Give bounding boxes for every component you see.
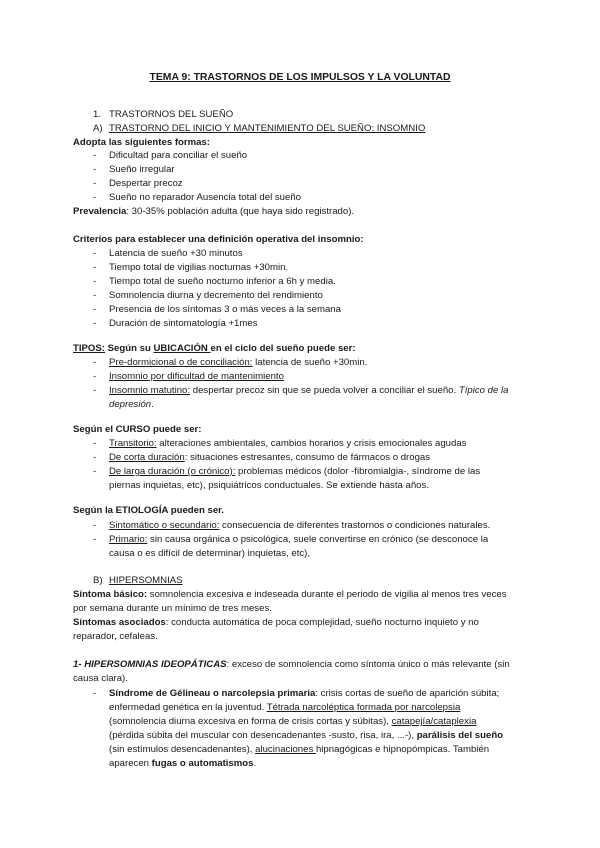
page-title: TEMA 9: TRASTORNOS DE LOS IMPULSOS Y LA VOLUNTAD (149, 72, 451, 83)
bullet-dash: - (93, 438, 97, 449)
bullet-dash: - (93, 276, 97, 287)
subsection-heading: HIPERSOMNIAS (109, 575, 183, 586)
basic-symptom-label: Síntoma básico: (73, 589, 148, 600)
text: aparecen (109, 758, 152, 769)
gelineau-label: Síndrome de Gélineau o narcolepsia primaria (109, 688, 316, 699)
list-item: Sueño irregular (109, 164, 175, 175)
list-item: Latencia de sueño +30 minutos (109, 248, 243, 259)
list-item (109, 534, 488, 546)
period: . (253, 758, 257, 769)
bullet-dash: - (93, 290, 97, 301)
basic-symptom-line (73, 589, 507, 601)
term: Sintomático o secundario: (109, 520, 220, 531)
term: Transitorio: (109, 438, 157, 449)
gelineau-line (109, 688, 499, 700)
term: De corta duración (109, 452, 185, 463)
bullet-dash: - (93, 304, 97, 315)
list-item (109, 438, 466, 450)
assoc-symptom-label: Síntomas asociados (73, 617, 166, 628)
definition: alteraciones ambientales, cambios horarios y crisis emocionales agudas (156, 438, 467, 449)
gelineau-continuation (109, 744, 489, 756)
prevalence-line (73, 206, 354, 218)
bullet-dash: - (93, 534, 97, 545)
assoc-symptom-text: : conducta automática de poca complejidad, sueño nocturno inquieto y no (165, 617, 479, 628)
gelineau-continuation (109, 702, 460, 714)
forms-heading: Adopta las siguientes formas: (73, 137, 211, 148)
assoc-symptom-continuation: reparador, cefaleas. (73, 631, 158, 642)
definition: sin causa orgánica o psicológica, suele convertirse en crónico (se desconoce la (147, 534, 489, 545)
gelineau-text: : crisis cortas de sueño de aparición súbita; (315, 688, 500, 699)
term: De larga duración (o crónico): (109, 466, 236, 477)
underlined-term: catapejía/cataplexia (391, 716, 477, 727)
gelineau-continuation (109, 730, 503, 742)
list-item: Tiempo total de sueño nocturno inferior a 6h y media. (109, 276, 336, 287)
bullet-dash: - (93, 262, 97, 273)
bold-term: fugas o automatismos (151, 758, 254, 769)
bullet-dash: - (93, 178, 97, 189)
basic-symptom-text: somnolencia excesiva e indeseada durante el periodo de vigilia al menos tres veces (147, 589, 507, 600)
list-item (109, 466, 480, 478)
period: . (151, 399, 154, 410)
list-item: Duración de sintomatología +1mes (109, 318, 258, 329)
term: Pre-dormicional o de conciliación: (109, 357, 253, 368)
list-item-continuation (109, 399, 154, 411)
basic-symptom-continuation: por semana durante un mínimo de tres meses. (73, 603, 272, 614)
definition: : situaciones estresantes, consumo de fármacos o drogas (184, 452, 431, 463)
criteria-heading: Criterios para establecer una definición operativa del insomnio: (73, 234, 364, 245)
italic-note: Típico de la (458, 385, 509, 396)
bullet-dash: - (93, 318, 97, 329)
list-item-continuation: causa o es difícil de determinar) inquietas, etc), (109, 548, 311, 559)
text: (somnolencia diurna excesiva en forma de crisis cortas y súbitas), (109, 716, 392, 727)
definition: consecuencia de diferentes trastornos o condiciones naturales. (219, 520, 491, 531)
text: hipnagógicas e hipnopómpicas. También (315, 744, 490, 755)
subsection-heading: TRASTORNO DEL INICIO Y MANTENIMIENTO DEL SUEÑO: INSOMNIO (109, 123, 426, 134)
section-heading: TRASTORNOS DEL SUEÑO (109, 109, 234, 120)
bullet-dash: - (93, 385, 97, 396)
term: Insomnio matutino: (109, 385, 191, 396)
list-item (109, 385, 508, 397)
bullet-dash: - (93, 452, 97, 463)
gelineau-continuation (109, 716, 476, 728)
list-item-continuation: piernas inquietas, etc), psiquiátricos conductuales. Se extiende hasta años. (109, 480, 429, 491)
bullet-dash: - (93, 357, 97, 368)
bullet-dash: - (93, 164, 97, 175)
text: (pérdida súbita del muscular con desencadenantes -susto, risa, ira, ...-), (109, 730, 417, 741)
list-item: Tiempo total de vigilias nocturnas +30min. (109, 262, 289, 273)
bullet-dash: - (93, 371, 97, 382)
definition: problemas médicos (dolor -fibromialgia-, síndrome de las (235, 466, 481, 477)
bullet-dash: - (93, 520, 97, 531)
list-item: Despertar precoz (109, 178, 183, 189)
bullet-dash: - (93, 150, 97, 161)
list-item (109, 520, 490, 532)
curso-heading: Según el CURSO puede ser: (73, 424, 202, 435)
list-item: Somnolencia diurna y decremento del rendimiento (109, 290, 323, 301)
bullet-dash: - (93, 248, 97, 259)
tipos-label: TIPOS: (73, 343, 105, 354)
tipos-text: Según su (104, 343, 154, 354)
list-item: Dificultad para conciliar el sueño (109, 150, 248, 161)
list-item: Insomnio por dificultad de mantenimiento (109, 371, 284, 382)
prevalence-text: : 30-35% población adulta (que haya sido registrado). (126, 206, 355, 217)
subsection-label: B) (93, 575, 103, 586)
bold-term: parálisis del sueño (416, 730, 504, 741)
list-item: Presencia de los síntomas 3 o más veces a la semana (109, 304, 341, 315)
tipos-heading (73, 343, 356, 355)
underlined-term: Tétrada narcoléptica formada por narcolepsia (266, 702, 461, 713)
ideopatic-continuation: causa clara). (73, 673, 128, 684)
term: Primario: (109, 534, 148, 545)
bullet-dash: - (93, 466, 97, 477)
ideopatic-text: : exceso de somnolencia como síntoma único o más relevante (sin (226, 659, 510, 670)
prevalence-label: Prevalencia (73, 206, 127, 217)
italic-note: depresión (109, 399, 152, 410)
subsection-label: A) (93, 123, 103, 134)
assoc-symptom-line (73, 617, 479, 629)
bullet-dash: - (93, 688, 97, 699)
definition: despertar precoz sin que se pueda volver a conciliar el sueño. (190, 385, 459, 396)
list-item (109, 357, 367, 369)
etiologia-heading: Según la ETIOLOGÍA pueden ser. (73, 505, 225, 516)
tipos-text-end: en el ciclo del sueño puede ser: (210, 343, 356, 354)
ubicacion-label: UBICACIÓN (153, 343, 211, 354)
text: enfermedad genética en la juventud. (109, 702, 267, 713)
ideopatic-label: 1- HIPERSOMNIAS IDEOPÁTICAS (73, 659, 227, 670)
gelineau-continuation (109, 758, 256, 770)
bullet-dash: - (93, 192, 97, 203)
ideopatic-line (73, 659, 510, 671)
underlined-term: alucinaciones (255, 744, 316, 755)
list-item (109, 452, 430, 464)
text: (sin estímulos desencadenantes), (109, 744, 256, 755)
section-number: 1. (93, 109, 102, 120)
definition: latencia de sueño +30min. (252, 357, 368, 368)
list-item: Sueño no reparador Ausencia total del sueño (109, 192, 302, 203)
